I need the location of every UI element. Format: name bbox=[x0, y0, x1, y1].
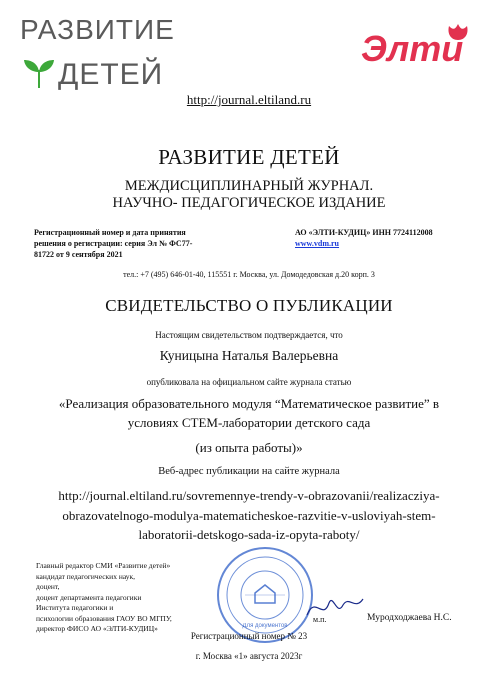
editor-line: директор ФИСО АО «ЭЛТИ-КУДИЦ» bbox=[36, 624, 158, 633]
certificate-heading: СВИДЕТЕЛЬСТВО О ПУБЛИКАЦИИ bbox=[105, 296, 393, 315]
journal-title: РАЗВИТИЕ ДЕТЕЙ bbox=[158, 145, 340, 169]
registration-line-1: Регистрационный номер и дата принятия bbox=[34, 228, 186, 237]
person-name: Куницына Наталья Валерьевна bbox=[159, 348, 339, 363]
article-title-line-2: условиях СТЕМ-лаборатории детского сада bbox=[127, 415, 371, 430]
contacts-line: тел.: +7 (495) 646-01-40, 115551 г. Москва, ул. Домодедовская д.20 корп. 3 bbox=[123, 270, 375, 279]
registration-line-3: 81722 от 9 сентября 2021 bbox=[34, 250, 123, 259]
registration-info bbox=[34, 227, 244, 260]
registration-line-2: решения о регистрации: серия Эл № ФС77- bbox=[34, 239, 193, 248]
logo-word-bottom: ДЕТЕЙ bbox=[58, 58, 164, 91]
editor-line: Главный редактор СМИ «Развитие детей» bbox=[36, 561, 171, 570]
publication-url-line-1[interactable]: http://journal.eltiland.ru/sovremennye-trendy-v-obrazovanii/realizacziya- bbox=[58, 488, 440, 503]
journal-logo bbox=[20, 14, 175, 94]
journal-url[interactable]: http://journal.eltiland.ru bbox=[186, 92, 312, 107]
official-stamp bbox=[215, 545, 315, 645]
web-address-label: Веб-адрес публикации на сайте журнала bbox=[158, 466, 340, 477]
editor-line: доцент департамента педагогики bbox=[36, 592, 142, 602]
issue-date: г. Москва «1» августа 2023г bbox=[195, 651, 303, 661]
stamp-text: Для документов bbox=[242, 623, 288, 629]
publisher-info bbox=[295, 227, 485, 249]
registration-number: Регистрационный номер № 23 bbox=[190, 631, 308, 641]
leaf-icon bbox=[22, 56, 56, 90]
journal-subtitle-1: МЕЖДИСЦИПЛИНАРНЫЙ ЖУРНАЛ. bbox=[124, 178, 374, 194]
editor-line: доцент, bbox=[36, 582, 60, 591]
publication-url-line-3[interactable]: laboratorii-detskogo-sada-iz-opyta-raboty/ bbox=[138, 527, 360, 542]
publisher-link[interactable]: www.vdm.ru bbox=[295, 239, 340, 248]
journal-subtitle-2: НАУЧНО- ПЕДАГОГИЧЕСКОЕ ИЗДАНИЕ bbox=[112, 195, 386, 211]
elti-logo bbox=[355, 28, 480, 78]
editor-line: кандидат педагогических наук, bbox=[36, 571, 136, 581]
signer-name: Муродходжаева Н.С. bbox=[367, 613, 452, 623]
seal-place-label: м.п. bbox=[313, 615, 327, 624]
publication-url-line-2[interactable]: obrazovatelnogo-modulya-matematicheskoe-razvitie-v-usloviyah-stem- bbox=[62, 508, 436, 523]
confirm-text: Настоящим свидетельством подтверждается, что bbox=[155, 330, 343, 340]
editor-line: Института педагогики и bbox=[36, 603, 114, 612]
elti-brand-text: Элти bbox=[361, 28, 464, 69]
publisher-line: АО «ЭЛТИ-КУДИЦ» ИНН 7724112008 bbox=[295, 228, 433, 237]
article-title-line-1: «Реализация образовательного модуля “Математическое развитие” в bbox=[58, 396, 440, 411]
editor-line: психологии образования ГАОУ ВО МГПУ, bbox=[36, 613, 172, 623]
published-text: опубликовала на официальном сайте журнала статью bbox=[146, 377, 352, 387]
logo-word-top: РАЗВИТИЕ bbox=[20, 14, 175, 45]
article-title-line-3: (из опыта работы)» bbox=[195, 440, 303, 455]
